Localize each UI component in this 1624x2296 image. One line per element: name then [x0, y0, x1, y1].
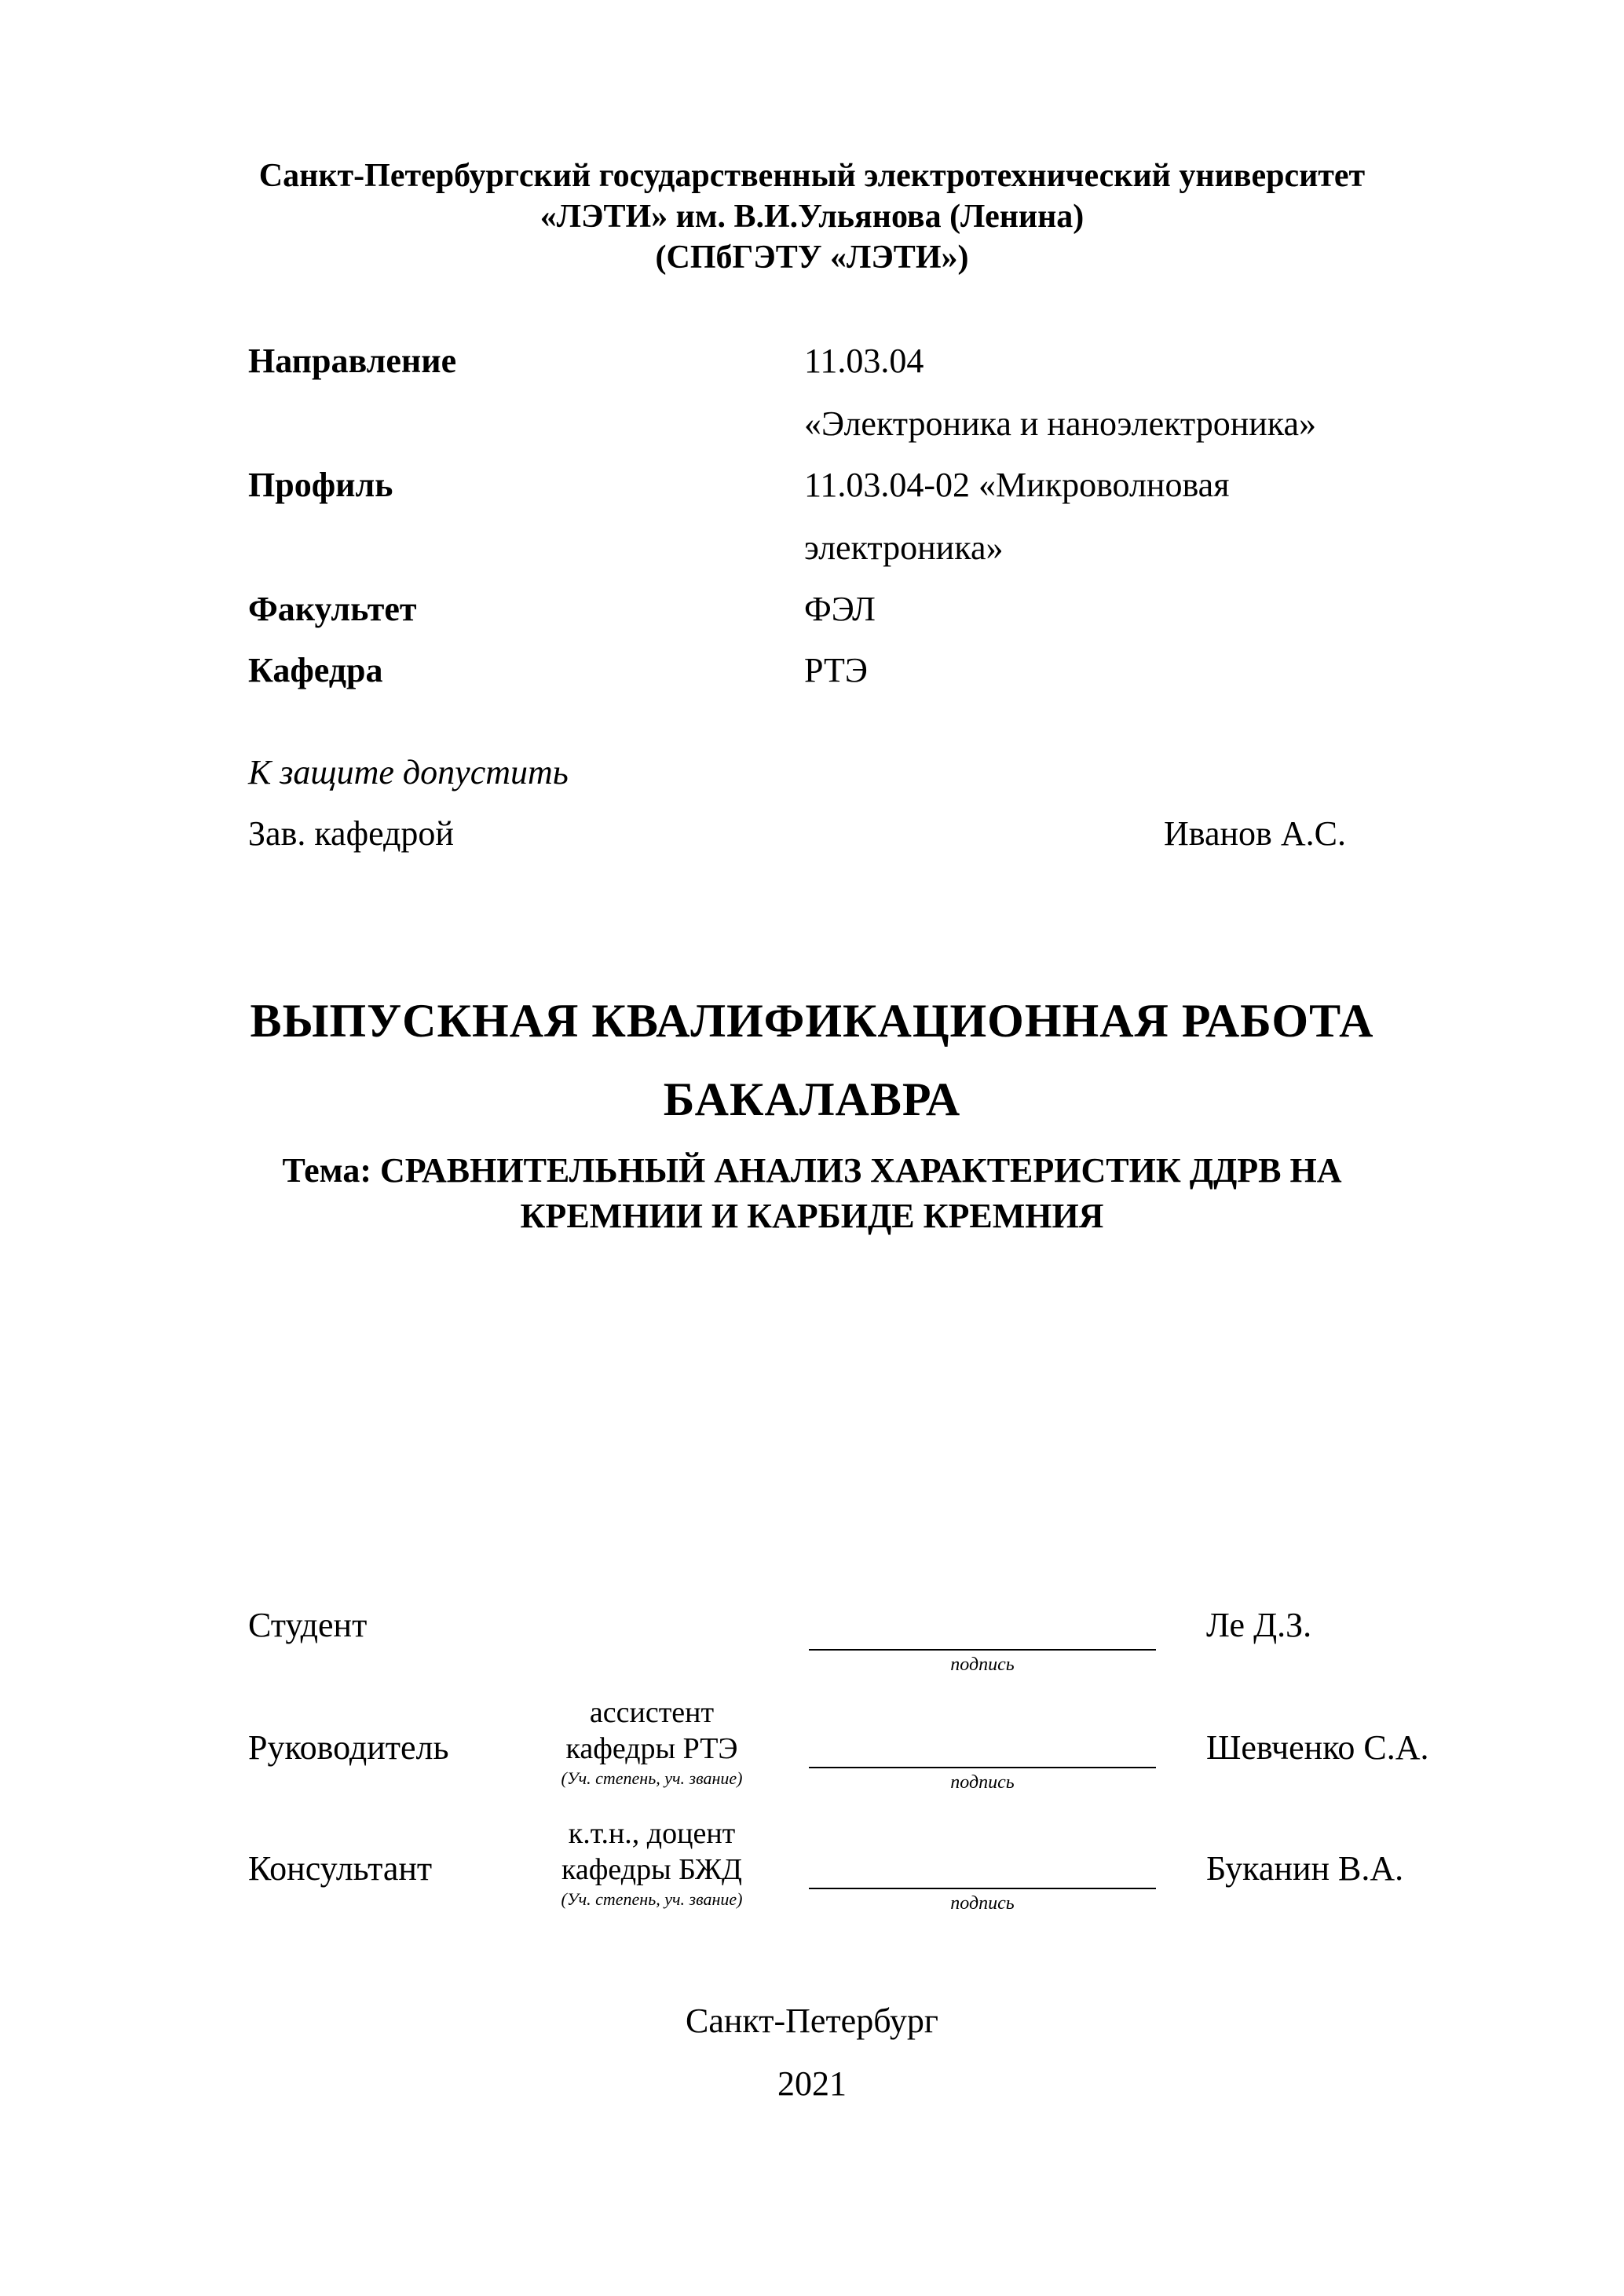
faculty-label: Факультет [248, 590, 417, 628]
supervisor-department: кафедры РТЭ [565, 1732, 738, 1765]
work-topic [0, 1148, 1624, 1239]
student-signature-caption: подпись [950, 1654, 1015, 1675]
direction-label: Направление [248, 342, 457, 380]
admission-note: К защите допустить [248, 753, 569, 792]
work-topic-line1: Тема: СРАВНИТЕЛЬНЫЙ АНАЛИЗ ХАРАКТЕРИСТИК ДДРВ НА [282, 1151, 1342, 1190]
consultant-department: кафедры БЖД [561, 1853, 742, 1886]
student-name: Ле Д.З. [1206, 1606, 1312, 1644]
supervisor-signature-line [809, 1767, 1156, 1768]
direction-code: 11.03.04 [804, 342, 924, 380]
department-label: Кафедра [248, 651, 383, 689]
supervisor-rank-caption: (Уч. степень, уч. звание) [561, 1768, 743, 1788]
consultant-signature-caption: подпись [950, 1893, 1015, 1914]
supervisor-role: Руководитель [248, 1728, 449, 1767]
university-abbreviation: (СПбГЭТУ «ЛЭТИ») [655, 239, 969, 276]
supervisor-rank: ассистент [589, 1696, 715, 1729]
university-header [0, 155, 1624, 278]
profile-value-line2: электроника» [804, 528, 1004, 567]
profile-label: Профиль [248, 466, 393, 504]
work-title-degree: БАКАЛАВРА [663, 1073, 961, 1125]
faculty-value: ФЭЛ [804, 590, 876, 628]
student-signature-line [809, 1649, 1156, 1651]
consultant-rank: к.т.н., доцент [568, 1817, 736, 1850]
consultant-role: Консультант [248, 1849, 433, 1888]
consultant-rank-caption: (Уч. степень, уч. звание) [561, 1889, 743, 1909]
department-head-name: Иванов А.С. [1164, 814, 1346, 853]
profile-value: 11.03.04-02 «Микроволновая [804, 466, 1230, 504]
student-role: Студент [248, 1606, 368, 1644]
consultant-signature-line [809, 1888, 1156, 1889]
consultant-name: Буканин В.А. [1206, 1849, 1404, 1888]
direction-name: «Электроника и наноэлектроника» [804, 404, 1317, 443]
university-name-line2: «ЛЭТИ» им. В.И.Ульянова (Ленина) [540, 199, 1084, 235]
department-head-label: Зав. кафедрой [248, 814, 454, 853]
year: 2021 [777, 2064, 847, 2103]
supervisor-signature-caption: подпись [950, 1772, 1015, 1793]
university-name: Санкт-Петербургский государственный электротехнический университет [258, 158, 1366, 194]
city: Санкт-Петербург [686, 2002, 938, 2040]
work-topic-line2: КРЕМНИИ И КАРБИДЕ КРЕМНИЯ [520, 1197, 1104, 1235]
department-value: РТЭ [804, 651, 868, 689]
supervisor-name: Шевченко С.А. [1206, 1728, 1429, 1767]
work-title: ВЫПУСКНАЯ КВАЛИФИКАЦИОННАЯ РАБОТА [250, 995, 1374, 1047]
